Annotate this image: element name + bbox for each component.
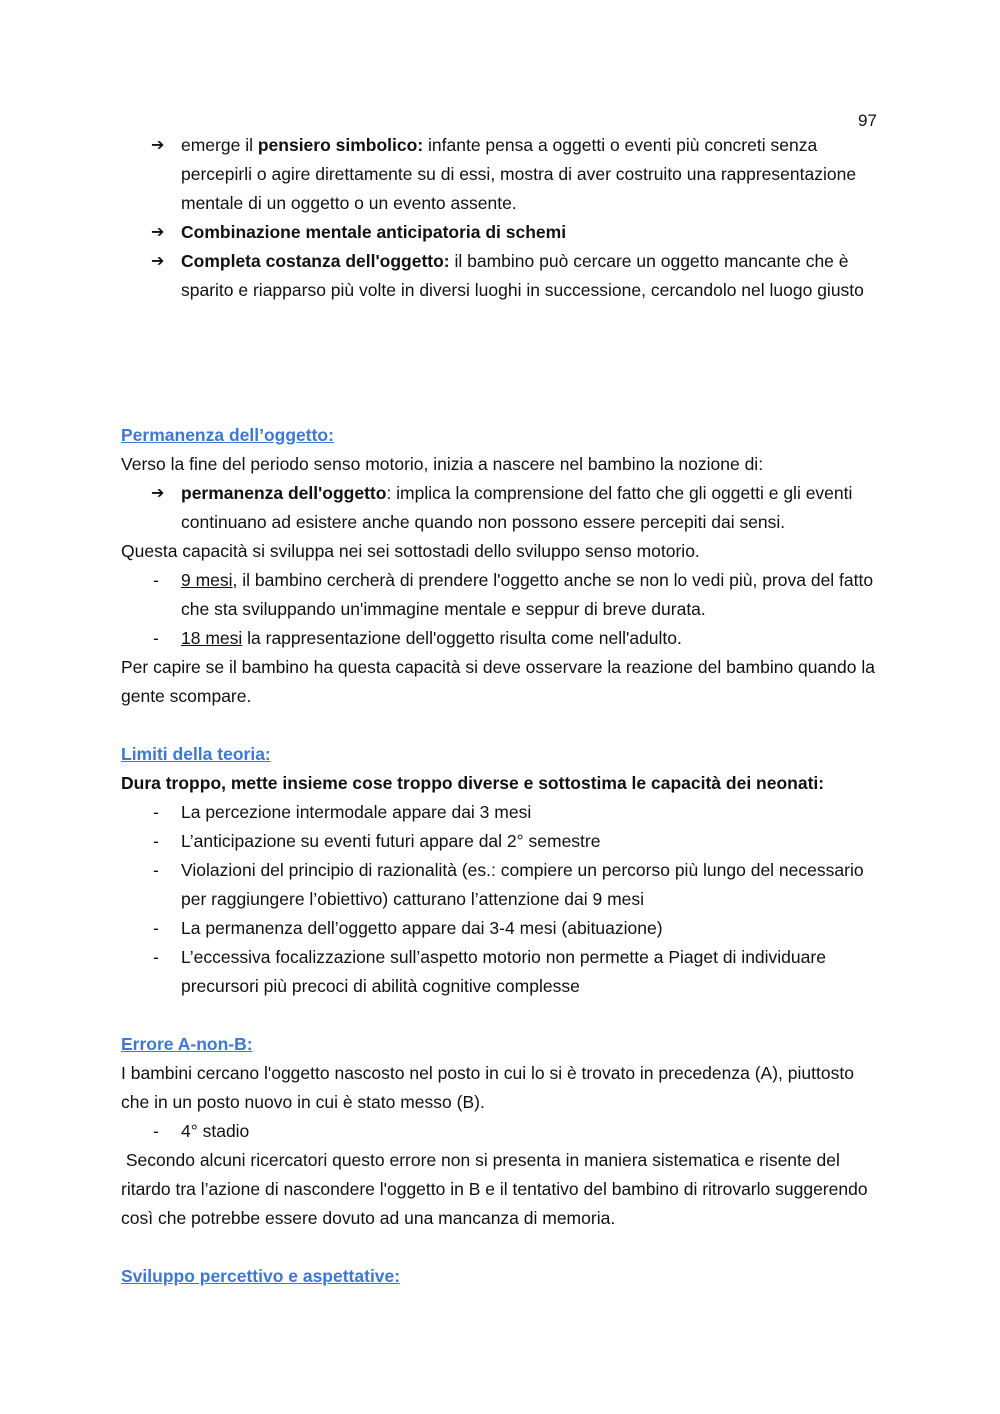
dash-bullet-icon: - [153,628,159,648]
page-number: 97 [858,111,877,130]
list-item-text: : implica la comprensione del fatto che gli oggetti e gli eventi continuano ad esistere anche quando non possono essere percepiti dai sensi. [181,483,853,532]
list-item-bold: permanenza dell'oggetto [181,483,387,503]
list-item [121,131,881,218]
list-item-bold: Completa costanza dell'oggetto: [181,251,450,271]
top-bullet-list [121,131,881,305]
section-heading: Sviluppo percettivo e aspettative: [121,1266,401,1286]
list-item-text: la rappresentazione dell'oggetto risulta come nell'adulto. [242,628,682,648]
list-item [121,856,881,914]
list-item-text: La permanenza dell’oggetto appare dai 3-4 mesi (abituazione) [181,918,663,938]
dash-bullet-icon: - [153,831,159,851]
paragraph: Dura troppo, mette insieme cose troppo diverse e sottostima le capacità dei neonati: [121,773,825,793]
arrow-bullet-icon: ➔ [151,224,165,241]
list-item-text: L’anticipazione su eventi futuri appare dal 2° semestre [181,831,601,851]
paragraph: I bambini cercano l'oggetto nascosto nel posto in cui lo si è trovato in precedenza (A), piuttosto che in un posto nuovo in cui è stato messo (B). [121,1063,854,1112]
list-item-underlined: 18 mesi [181,628,243,648]
list-item-text: L’eccessiva focalizzazione sull’aspetto motorio non permette a Piaget di individuare precursori più precoci di abilità cognitive complesse [181,947,826,996]
list-item [121,914,881,943]
list-item [121,218,881,247]
dash-bullet-icon: - [153,802,159,822]
list-item [121,798,881,827]
list-item-text: La percezione intermodale appare dai 3 mesi [181,802,532,822]
section-heading: Errore A-non-B: [121,1034,253,1054]
paragraph: Secondo alcuni ricercatori questo errore non si presenta in maniera sistematica e risente del ritardo tra l’azione di nascondere l'oggetto in B e il tentativo del bambino di ritrovarlo suggerendo così che potrebbe essere dovuto ad una mancanza di memoria. [121,1150,873,1228]
list-item-bold: Combinazione mentale anticipatoria di schemi [181,222,567,242]
section-errore [121,1030,881,1233]
dash-bullet-icon: - [153,918,159,938]
list-item-text: , il bambino cercherà di prendere l'oggetto anche se non lo vedi più, prova del fatto che sta sviluppando un'immagine mentale e seppur di breve durata. [181,570,874,619]
section-heading: Permanenza dell’oggetto: [121,425,334,445]
list-item-text: 4° stadio [181,1121,250,1141]
list-item [121,943,881,1001]
list-item-text: emerge il [181,135,258,155]
list-item-underlined: 9 mesi [181,570,233,590]
paragraph: Questa capacità si sviluppa nei sei sottostadi dello sviluppo senso motorio. [121,541,700,561]
section-permanenza [121,421,881,711]
list-item-text: infante pensa a oggetti o eventi più concreti senza percepirli o agire direttamente su di essi, mostra di aver costruito una rappresentazione mentale di un oggetto o un evento assente. [181,135,857,213]
dash-bullet-icon: - [153,1121,159,1141]
arrow-bullet-icon: ➔ [151,137,165,154]
section-heading: Limiti della teoria: [121,744,271,764]
dash-bullet-icon: - [153,860,159,880]
list-item [121,247,881,305]
list-item [121,479,881,537]
arrow-bullet-icon: ➔ [151,253,165,270]
list-item-bold: pensiero simbolico: [257,135,424,155]
section-sviluppo [121,1262,881,1291]
list-item [121,566,881,624]
list-item [121,624,881,653]
paragraph: Per capire se il bambino ha questa capacità si deve osservare la reazione del bambino quando la gente scompare. [121,657,875,706]
list-item [121,827,881,856]
paragraph: Verso la fine del periodo senso motorio, inizia a nascere nel bambino la nozione di: [121,454,764,474]
dash-bullet-icon: - [153,947,159,967]
section-limiti [121,740,881,1001]
arrow-bullet-icon: ➔ [151,485,165,502]
list-item-text: Violazioni del principio di razionalità (es.: compiere un percorso più lungo del necessario per raggiungere l’obiettivo) catturano l’attenzione dai 9 mesi [181,860,864,909]
dash-bullet-icon: - [153,570,159,590]
list-item-text: il bambino può cercare un oggetto mancante che è sparito e riapparso più volte in diversi luoghi in successione, cercandolo nel luogo giusto [181,251,864,300]
list-item [121,1117,881,1146]
